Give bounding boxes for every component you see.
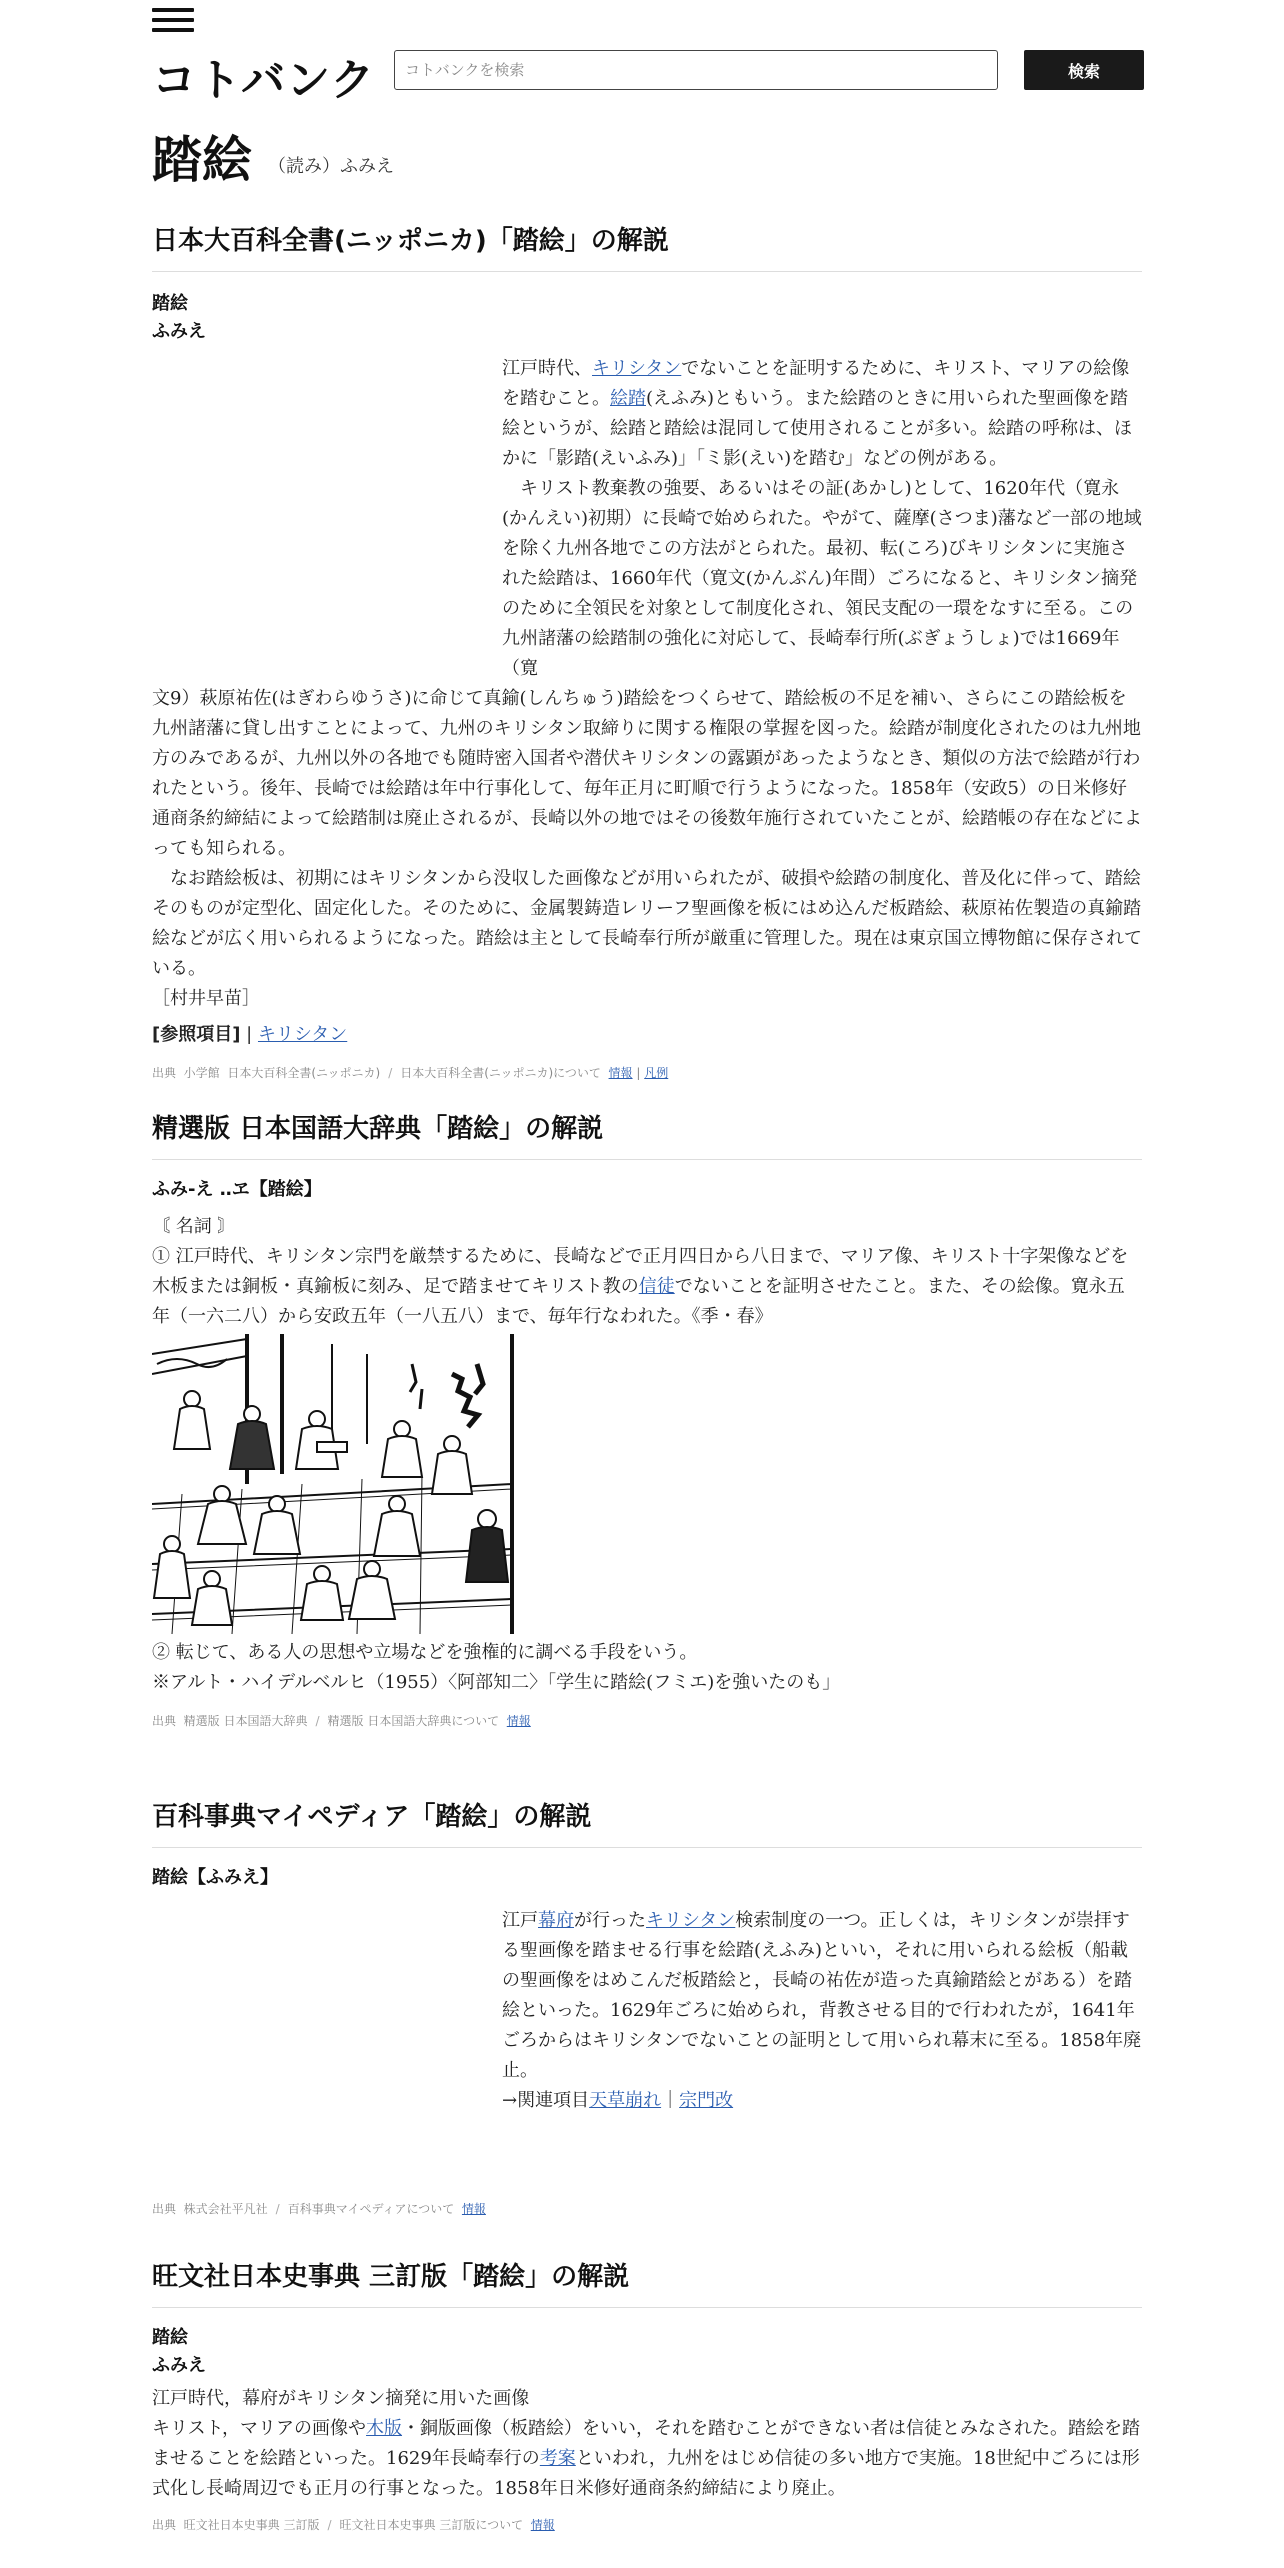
summary: 江戸時代，幕府がキリシタン摘発に用いた画像 — [152, 2388, 530, 2409]
link-see-also-kirishitan[interactable]: キリシタン — [257, 1024, 348, 1045]
source-line: 出典 旺文社日本史事典 三訂版 / 旺文社日本史事典 三訂版について 情報 — [152, 2518, 555, 2532]
link-bakufu[interactable]: 幕府 — [538, 1910, 574, 1931]
section-title: 百科事典マイペディア「踏絵」の解説 — [152, 1796, 1142, 1848]
entry-reading: ふみえ — [152, 2355, 206, 2376]
link-shinto[interactable]: 信徒 — [638, 1276, 675, 1297]
section-title: 旺文社日本史事典 三訂版「踏絵」の解説 — [152, 2256, 1142, 2308]
section-mypedia — [152, 1796, 1142, 2217]
body-paragraph: 江戸時代、キリシタンでないことを証明するために、キリスト、マリアの絵像を踏むこと。絵踏(えふみ)ともいう。また絵踏のときに用いられた聖画像を踏絵というが、絵踏と踏絵は混同して使用されることが多い。絵踏の呼称は、ほかに「影踏(えいふみ)」「ミ影(えい)を踏む」などの例がある。 — [502, 358, 1132, 469]
page-title: 踏絵 — [152, 131, 252, 189]
entry-label: 踏絵 — [152, 293, 188, 314]
link-kirishitan[interactable]: キリシタン — [646, 1910, 736, 1931]
section-nipponica — [152, 220, 1142, 1081]
link-kirishitan[interactable]: キリシタン — [592, 358, 682, 379]
source-info-link[interactable]: 情報 — [530, 2518, 555, 2532]
definition-1: ① 江戸時代、キリシタン宗門を厳禁するために、長崎などで正月四日から八日まで、マリア像、キリスト十字架像などを木板または銅板・真鍮板に刻み、足で踏ませてキリスト教の信徒でないことを証明させたこと。また、その絵像。寛永五年（一六二八）から安政五年（一八五八）まで、毎年行なわれた。《季・春》 — [152, 1246, 1129, 1327]
source-line: 出典 小学館 日本大百科全書(ニッポニカ) / 日本大百科全書(ニッポニカ)について 情報 | 凡例 — [152, 1066, 669, 1080]
author-credit: ［村井早苗］ — [152, 988, 260, 1009]
entry-label: ふみ‐え ‥ヱ【踏絵】 — [152, 1179, 322, 1200]
body-paragraph: キリスト，マリアの画像や木版・銅版画像（板踏絵）をいい，それを踏むことができない者は信徒とみなされた。踏絵を踏ませることを絵踏といった。1629年長崎奉行の考案といわれ，九州をはじめ信徒の多い地方で実施。18世紀中ごろには形式化し長崎周辺でも正月の行事となった。1858年日米修好通商条約締結により廃止。 — [152, 2418, 1141, 2499]
hamburger-menu-icon[interactable] — [152, 8, 194, 34]
section-title: 日本大百科全書(ニッポニカ)「踏絵」の解説 — [152, 220, 1142, 272]
part-of-speech: 〘 名詞 〙 — [152, 1216, 236, 1237]
section-title: 精選版 日本国語大辞典「踏絵」の解説 — [152, 1108, 1142, 1160]
link-amakusa-kuzure[interactable]: 天草崩れ — [589, 2090, 662, 2111]
body-paragraph: なお踏絵板は、初期にはキリシタンから没収した画像などが用いられたが、破損や絵踏の制度化、普及化に伴って、踏絵そのものが定型化、固定化した。そのために、金属製鋳造レリーフ聖画像を板にはめ込んだ板踏絵、萩原祐佐製造の真鍮踏絵などが広く用いられるようになった。踏絵は主として長崎奉行所が厳重に管理した。現在は東京国立博物館に保存されている。 — [152, 868, 1142, 979]
entry-label: 踏絵 — [152, 2327, 188, 2348]
body-paragraph: 江戸幕府が行ったキリシタン検索制度の一つ。正しくは，キリシタンが崇拝する聖画像を踏ませる行事を絵踏(えふみ)といい，それに用いられる絵板（船載の聖画像をはめこんだ板踏絵と，長崎の祐佐が造った真鍮踏絵とがある）を踏絵といった。1629年ごろに始められ，背教させる目的で行われたが，1641年ごろからはキリシタンでないことの証明として用いられ幕末に至る。1858年廃止。 — [502, 1910, 1142, 2081]
link-efumi[interactable]: 絵踏 — [610, 388, 646, 409]
entry-label: 踏絵【ふみえ】 — [152, 1867, 278, 1888]
section-obunsha — [152, 2256, 1142, 2533]
definition-2: ② 転じて、ある人の思想や立場などを強権的に調べる手段をいう。 — [152, 1642, 698, 1663]
example-quote: ※アルト・ハイデルベルヒ（1955）〈阿部知二〉「学生に踏絵(フミエ)を強いたのも」 — [152, 1672, 841, 1693]
source-info-link[interactable]: 情報 — [506, 1714, 531, 1728]
search-input[interactable] — [394, 50, 998, 90]
source-line: 出典 株式会社平凡社 / 百科事典マイペディアについて 情報 — [152, 2202, 486, 2216]
section-daijisen — [152, 1108, 1142, 1729]
source-line: 出典 精選版 日本国語大辞典 / 精選版 日本国語大辞典について 情報 — [152, 1714, 531, 1728]
body-paragraph: 文9）萩原祐佐(はぎわらゆうさ)に命じて真鍮(しんちゅう)踏絵をつくらせて、踏絵板の不足を補い、さらにこの踏絵板を九州諸藩に貸し出すことによって、九州のキリシタン取締りに関する権限の掌握を図った。絵踏が制度化されたのは九州地方のみであるが、九州以外の各地でも随時密入国者や潜伏キリシタンの露顕があったようなとき、類似の方法で絵踏が行われたという。後年、長崎では絵踏は年中行事化して、毎年正月に町順で行うようになった。1858年（安政5）の日米修好通商条約締結によって絵踏制は廃止されるが、長崎以外の地ではその後数年施行されていたことが、絵踏帳の存在などによっても知られる。 — [152, 688, 1142, 859]
link-kouan[interactable]: 考案 — [539, 2448, 576, 2469]
source-hanrei-link[interactable]: 凡例 — [644, 1066, 669, 1080]
source-info-link[interactable]: 情報 — [608, 1066, 633, 1080]
body-paragraph: キリスト教棄教の強要、あるいはその証(あかし)として、1620年代（寛永(かんえい)初期）に長崎で始められた。やがて、薩摩(さつま)藩など一部の地域を除く九州各地でこの方法がとられた。最初、転(ころ)びキリシタンに実施された絵踏は、1660年代（寛文(かんぶん)年間）ごろになると、キリシタン摘発のために全領民を対象として制度化され、領民支配の一環をなすに至る。この九州諸藩の絵踏制の強化に対応して、長崎奉行所(ぶぎょうしょ)では1669年（寛 — [502, 478, 1142, 679]
link-mokuhan[interactable]: 木版 — [366, 2418, 403, 2439]
search-button[interactable]: 検索 — [1024, 50, 1144, 90]
related-items: →関連項目天草崩れ｜宗門改 — [502, 2090, 734, 2111]
entry-reading: ふみえ — [152, 321, 206, 342]
link-shumon-aratame[interactable]: 宗門改 — [679, 2090, 734, 2111]
page-reading: （読み）ふみえ — [268, 156, 394, 177]
see-also: [参照項目] | キリシタン — [152, 1024, 348, 1045]
efumi-woodblock-illustration — [152, 1334, 522, 1634]
site-logo[interactable]: コトバンク — [152, 55, 376, 106]
source-info-link[interactable]: 情報 — [461, 2202, 486, 2216]
